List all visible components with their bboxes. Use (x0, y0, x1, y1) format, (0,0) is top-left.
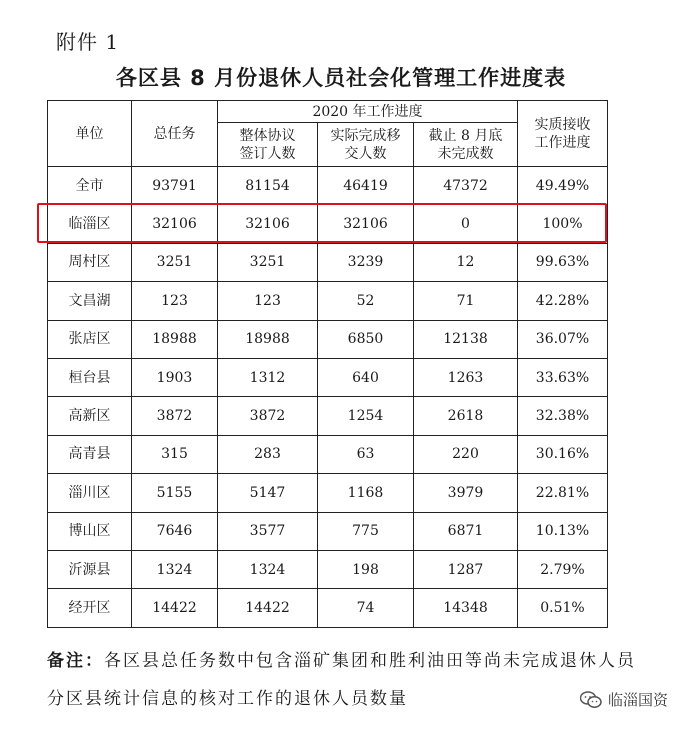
cell-signed: 18988 (218, 320, 318, 358)
cell-progress: 49.49% (518, 167, 608, 205)
table-row (48, 589, 608, 627)
cell-progress: 33.63% (518, 358, 608, 396)
cell-unit: 周村区 (48, 243, 132, 281)
cell-signed: 1312 (218, 358, 318, 396)
cell-total: 93791 (132, 167, 218, 205)
progress-table (47, 100, 608, 628)
highlight-box (37, 203, 607, 243)
cell-remaining: 2618 (414, 397, 518, 435)
cell-signed: 1324 (218, 550, 318, 588)
cell-progress: 100% (518, 205, 608, 243)
cell-progress: 30.16% (518, 435, 608, 473)
header-completed: 实际完成移交人数 (318, 123, 414, 167)
cell-remaining: 1263 (414, 358, 518, 396)
cell-total: 14422 (132, 589, 218, 627)
cell-total: 1324 (132, 550, 218, 588)
cell-progress: 0.51% (518, 589, 608, 627)
cell-total: 123 (132, 282, 218, 320)
header-total-tasks: 总任务 (132, 101, 218, 167)
cell-remaining: 0 (414, 205, 518, 243)
table-row (48, 167, 608, 205)
cell-signed: 32106 (218, 205, 318, 243)
cell-completed: 46419 (318, 167, 414, 205)
cell-progress: 32.38% (518, 397, 608, 435)
cell-unit: 桓台县 (48, 358, 132, 396)
wechat-icon (580, 691, 602, 709)
cell-completed: 6850 (318, 320, 414, 358)
header-unit: 单位 (48, 101, 132, 167)
cell-signed: 283 (218, 435, 318, 473)
cell-remaining: 12138 (414, 320, 518, 358)
cell-remaining: 3979 (414, 474, 518, 512)
note-text: 各区县总任务数中包含淄矿集团和胜利油田等尚未完成退休人员分区县统计信息的核对工作的退休人员数量 (47, 651, 636, 709)
cell-completed: 63 (318, 435, 414, 473)
cell-unit: 淄川区 (48, 474, 132, 512)
cell-completed: 3239 (318, 243, 414, 281)
table-row (48, 243, 608, 281)
table-row (48, 474, 608, 512)
cell-unit: 张店区 (48, 320, 132, 358)
cell-remaining: 12 (414, 243, 518, 281)
cell-signed: 81154 (218, 167, 318, 205)
cell-completed: 32106 (318, 205, 414, 243)
note-label: 备注： (47, 651, 104, 671)
note (47, 642, 647, 718)
cell-unit: 高青县 (48, 435, 132, 473)
cell-remaining: 220 (414, 435, 518, 473)
cell-progress: 99.63% (518, 243, 608, 281)
header-group-title: 2020 年工作进度 (218, 101, 518, 123)
cell-completed: 198 (318, 550, 414, 588)
cell-total: 1903 (132, 358, 218, 396)
cell-unit: 全市 (48, 167, 132, 205)
table-row (48, 435, 608, 473)
table-row (48, 358, 608, 396)
cell-remaining: 6871 (414, 512, 518, 550)
cell-unit: 经开区 (48, 589, 132, 627)
cell-signed: 123 (218, 282, 318, 320)
cell-total: 315 (132, 435, 218, 473)
attachment-label: 附件 1 (56, 30, 120, 54)
table-row (48, 550, 608, 588)
header-remaining: 截止 8 月底未完成数 (414, 123, 518, 167)
cell-total: 5155 (132, 474, 218, 512)
cell-progress: 2.79% (518, 550, 608, 588)
cell-total: 3251 (132, 243, 218, 281)
page-title: 各区县 8 月份退休人员社会化管理工作进度表 (115, 66, 567, 90)
cell-progress: 42.28% (518, 282, 608, 320)
cell-signed: 14422 (218, 589, 318, 627)
cell-remaining: 47372 (414, 167, 518, 205)
cell-progress: 36.07% (518, 320, 608, 358)
cell-remaining: 1287 (414, 550, 518, 588)
cell-completed: 74 (318, 589, 414, 627)
header-progress: 实质接收工作进度 (518, 101, 608, 167)
cell-progress: 10.13% (518, 512, 608, 550)
table-row (48, 282, 608, 320)
cell-signed: 3577 (218, 512, 318, 550)
cell-total: 7646 (132, 512, 218, 550)
cell-signed: 5147 (218, 474, 318, 512)
cell-signed: 3251 (218, 243, 318, 281)
table-row (48, 320, 608, 358)
header-signed: 整体协议签订人数 (218, 123, 318, 167)
cell-signed: 3872 (218, 397, 318, 435)
cell-completed: 1168 (318, 474, 414, 512)
cell-completed: 52 (318, 282, 414, 320)
table-row (48, 397, 608, 435)
cell-unit: 高新区 (48, 397, 132, 435)
watermark (580, 689, 668, 710)
cell-remaining: 71 (414, 282, 518, 320)
cell-completed: 775 (318, 512, 414, 550)
cell-remaining: 14348 (414, 589, 518, 627)
watermark-text: 临淄国资 (607, 691, 668, 709)
cell-total: 32106 (132, 205, 218, 243)
cell-completed: 1254 (318, 397, 414, 435)
cell-completed: 640 (318, 358, 414, 396)
cell-unit: 临淄区 (48, 205, 132, 243)
cell-unit: 沂源县 (48, 550, 132, 588)
cell-total: 18988 (132, 320, 218, 358)
cell-progress: 22.81% (518, 474, 608, 512)
cell-unit: 博山区 (48, 512, 132, 550)
cell-total: 3872 (132, 397, 218, 435)
cell-unit: 文昌湖 (48, 282, 132, 320)
table-row (48, 512, 608, 550)
